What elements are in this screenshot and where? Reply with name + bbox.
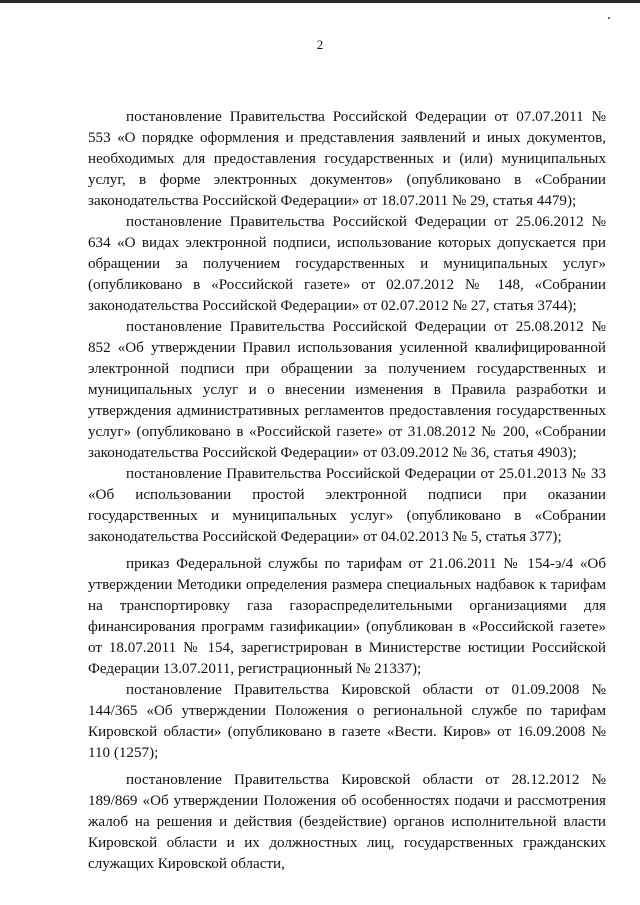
- document-body: [88, 107, 606, 875]
- paragraph-7: постановление Правительства Кировской области от 28.12.2012 № 189/869 «Об утверждении Положения об особенностях подачи и рассмотрения жалоб на решения и действия (бездействие) органов исполнительной власти Кировской области и их должностных лиц, государственных гражданских служащих Кировской области,: [88, 772, 606, 872]
- paragraph-2: постановление Правительства Российской Федерации от 25.06.2012 № 634 «О видах электронной подписи, использование которых допускается при обращении за получением государственных и муниципальных услуг» (опубликовано в «Российской газете» от 02.07.2012 № 148, «Собрании законодательства Российской Федерации» от 02.07.2012 № 27, статья 3744);: [88, 214, 606, 314]
- paragraph-4: постановление Правительства Российской Федерации от 25.01.2013 № 33 «Об использовании простой электронной подписи при оказании государственных и муниципальных услуг» (опубликовано в «Собрании законодательства Российской Федерации» от 04.02.2013 № 5, статья 377);: [88, 466, 606, 545]
- paragraph-1: постановление Правительства Российской Федерации от 07.07.2011 № 553 «О порядке оформления и представления заявлений и иных документов, необходимых для предоставления государственных и (или) муниципальных услуг, в форме электронных документов» (опубликовано в «Собрании законодательства Российской Федерации» от 18.07.2011 № 29, статья 4479);: [88, 109, 606, 209]
- top-border-line: [0, 0, 640, 3]
- paragraph-5: приказ Федеральной службы по тарифам от 21.06.2011 № 154-э/4 «Об утверждении Методики определения размера специальных надбавок к тарифам на транспортировку газа газораспределительными организациями для финансирования программ газификации» (опубликован в «Российской газете» от 18.07.2011 № 154, зарегистрирован в Министерстве юстиции Российской Федерации 13.07.2011, регистрационный № 21337);: [88, 556, 606, 677]
- paragraph-6: постановление Правительства Кировской области от 01.09.2008 № 144/365 «Об утверждении Положения о региональной службе по тарифам Кировской области» (опубликовано в газете «Вести. Киров» от 16.09.2008 № 110 (1257);: [88, 682, 606, 761]
- scan-speck: [608, 17, 610, 19]
- page-number: 2: [316, 37, 324, 52]
- paragraph-3: постановление Правительства Российской Федерации от 25.08.2012 № 852 «Об утверждении Правил использования усиленной квалифицированной электронной подписи при обращении за получением государственных и муниципальных услуг и о внесении изменения в Правила разработки и утверждения административных регламентов предоставления государственных услуг» (опубликовано в «Российской газете» от 31.08.2012 № 200, «Собрании законодательства Российской Федерации» от 03.09.2012 № 36, статья 4903);: [88, 319, 606, 461]
